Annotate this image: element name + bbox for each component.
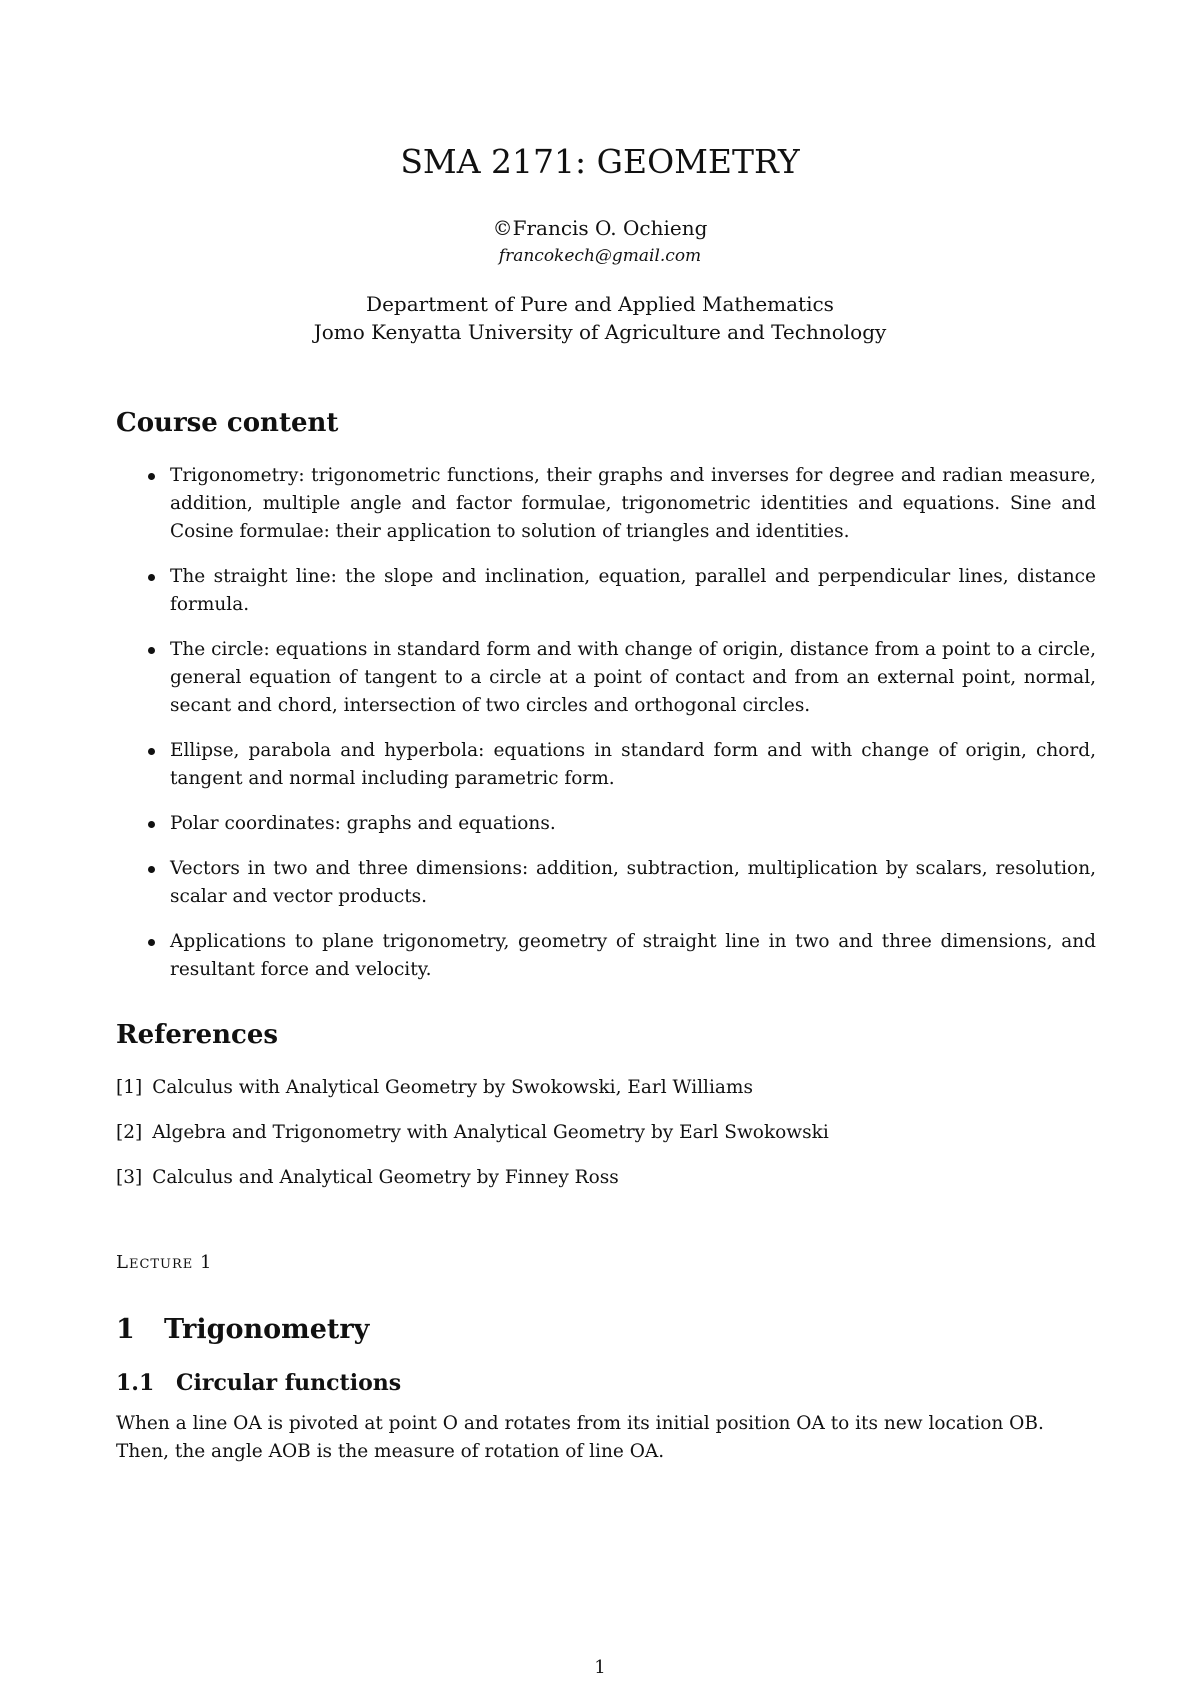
course-content-item	[116, 563, 1096, 619]
course-content-heading: Course content	[116, 408, 339, 438]
reference-item	[116, 1164, 1096, 1192]
references-heading: References	[116, 1020, 279, 1050]
bullet-icon	[148, 473, 155, 480]
department-name: Department of Pure and Applied Mathematics	[366, 292, 834, 316]
course-content-item	[116, 737, 1096, 793]
course-content-list	[116, 462, 1096, 1001]
reference-number: [2]	[116, 1122, 143, 1143]
bullet-icon	[148, 574, 155, 581]
reference-text: Calculus with Analytical Geometry by Swokowski, Earl Williams	[152, 1077, 753, 1098]
section-number: 1	[116, 1314, 135, 1345]
bullet-icon	[148, 748, 155, 755]
references-list	[116, 1074, 1096, 1209]
course-content-item	[116, 855, 1096, 911]
section-heading	[116, 1312, 369, 1348]
subsection-title: Circular functions	[176, 1370, 402, 1396]
course-content-item-text: Trigonometry: trigonometric functions, their graphs and inverses for degree and radian measure, addition, multiple angle and factor formulae, trigonometric identities and equations. Sine and Cosine formulae: their application to solution of triangles and identities.	[170, 465, 1096, 542]
course-content-item	[116, 636, 1096, 720]
course-content-item-text: The straight line: the slope and inclination, equation, parallel and perpendicular lines, distance formula.	[170, 566, 1096, 615]
subsection-heading	[116, 1368, 401, 1398]
document-title: SMA 2171: GEOMETRY	[400, 142, 800, 181]
bullet-icon	[148, 821, 155, 828]
course-content-item-text: Polar coordinates: graphs and equations.	[170, 813, 556, 834]
lecture-label: Lecture 1	[116, 1252, 213, 1273]
reference-item	[116, 1074, 1096, 1102]
bullet-icon	[148, 866, 155, 873]
reference-item	[116, 1119, 1096, 1147]
course-content-item	[116, 462, 1096, 546]
reference-number: [1]	[116, 1077, 143, 1098]
page-number: 1	[594, 1657, 606, 1678]
course-content-item-text: The circle: equations in standard form and with change of origin, distance from a point to a circle, general equation of tangent to a circle at a point of contact and from an external point, normal, secant and chord, intersection of two circles and orthogonal circles.	[170, 639, 1096, 716]
body-paragraph: When a line OA is pivoted at point O and rotates from its initial position OA to its new location OB. Then, the angle AOB is the measure of rotation of line OA.	[116, 1413, 1044, 1462]
course-content-item-text: Vectors in two and three dimensions: addition, subtraction, multiplication by scalars, resolution, scalar and vector products.	[170, 858, 1096, 907]
section-title: Trigonometry	[164, 1314, 370, 1345]
course-content-item-text: Applications to plane trigonometry, geometry of straight line in two and three dimensions, and resultant force and velocity.	[170, 931, 1096, 980]
course-content-item	[116, 928, 1096, 984]
course-content-item	[116, 810, 1096, 838]
subsection-number: 1.1	[116, 1370, 155, 1396]
author-name: ©Francis O. Ochieng	[492, 216, 708, 240]
bullet-icon	[148, 647, 155, 654]
reference-number: [3]	[116, 1167, 143, 1188]
bullet-icon	[148, 939, 155, 946]
reference-text: Algebra and Trigonometry with Analytical Geometry by Earl Swokowski	[152, 1122, 829, 1143]
university-name: Jomo Kenyatta University of Agriculture and Technology	[313, 320, 887, 344]
reference-text: Calculus and Analytical Geometry by Finney Ross	[152, 1167, 619, 1188]
author-email: francokech@gmail.com	[498, 246, 702, 266]
course-content-item-text: Ellipse, parabola and hyperbola: equations in standard form and with change of origin, chord, tangent and normal including parametric form.	[170, 740, 1096, 789]
